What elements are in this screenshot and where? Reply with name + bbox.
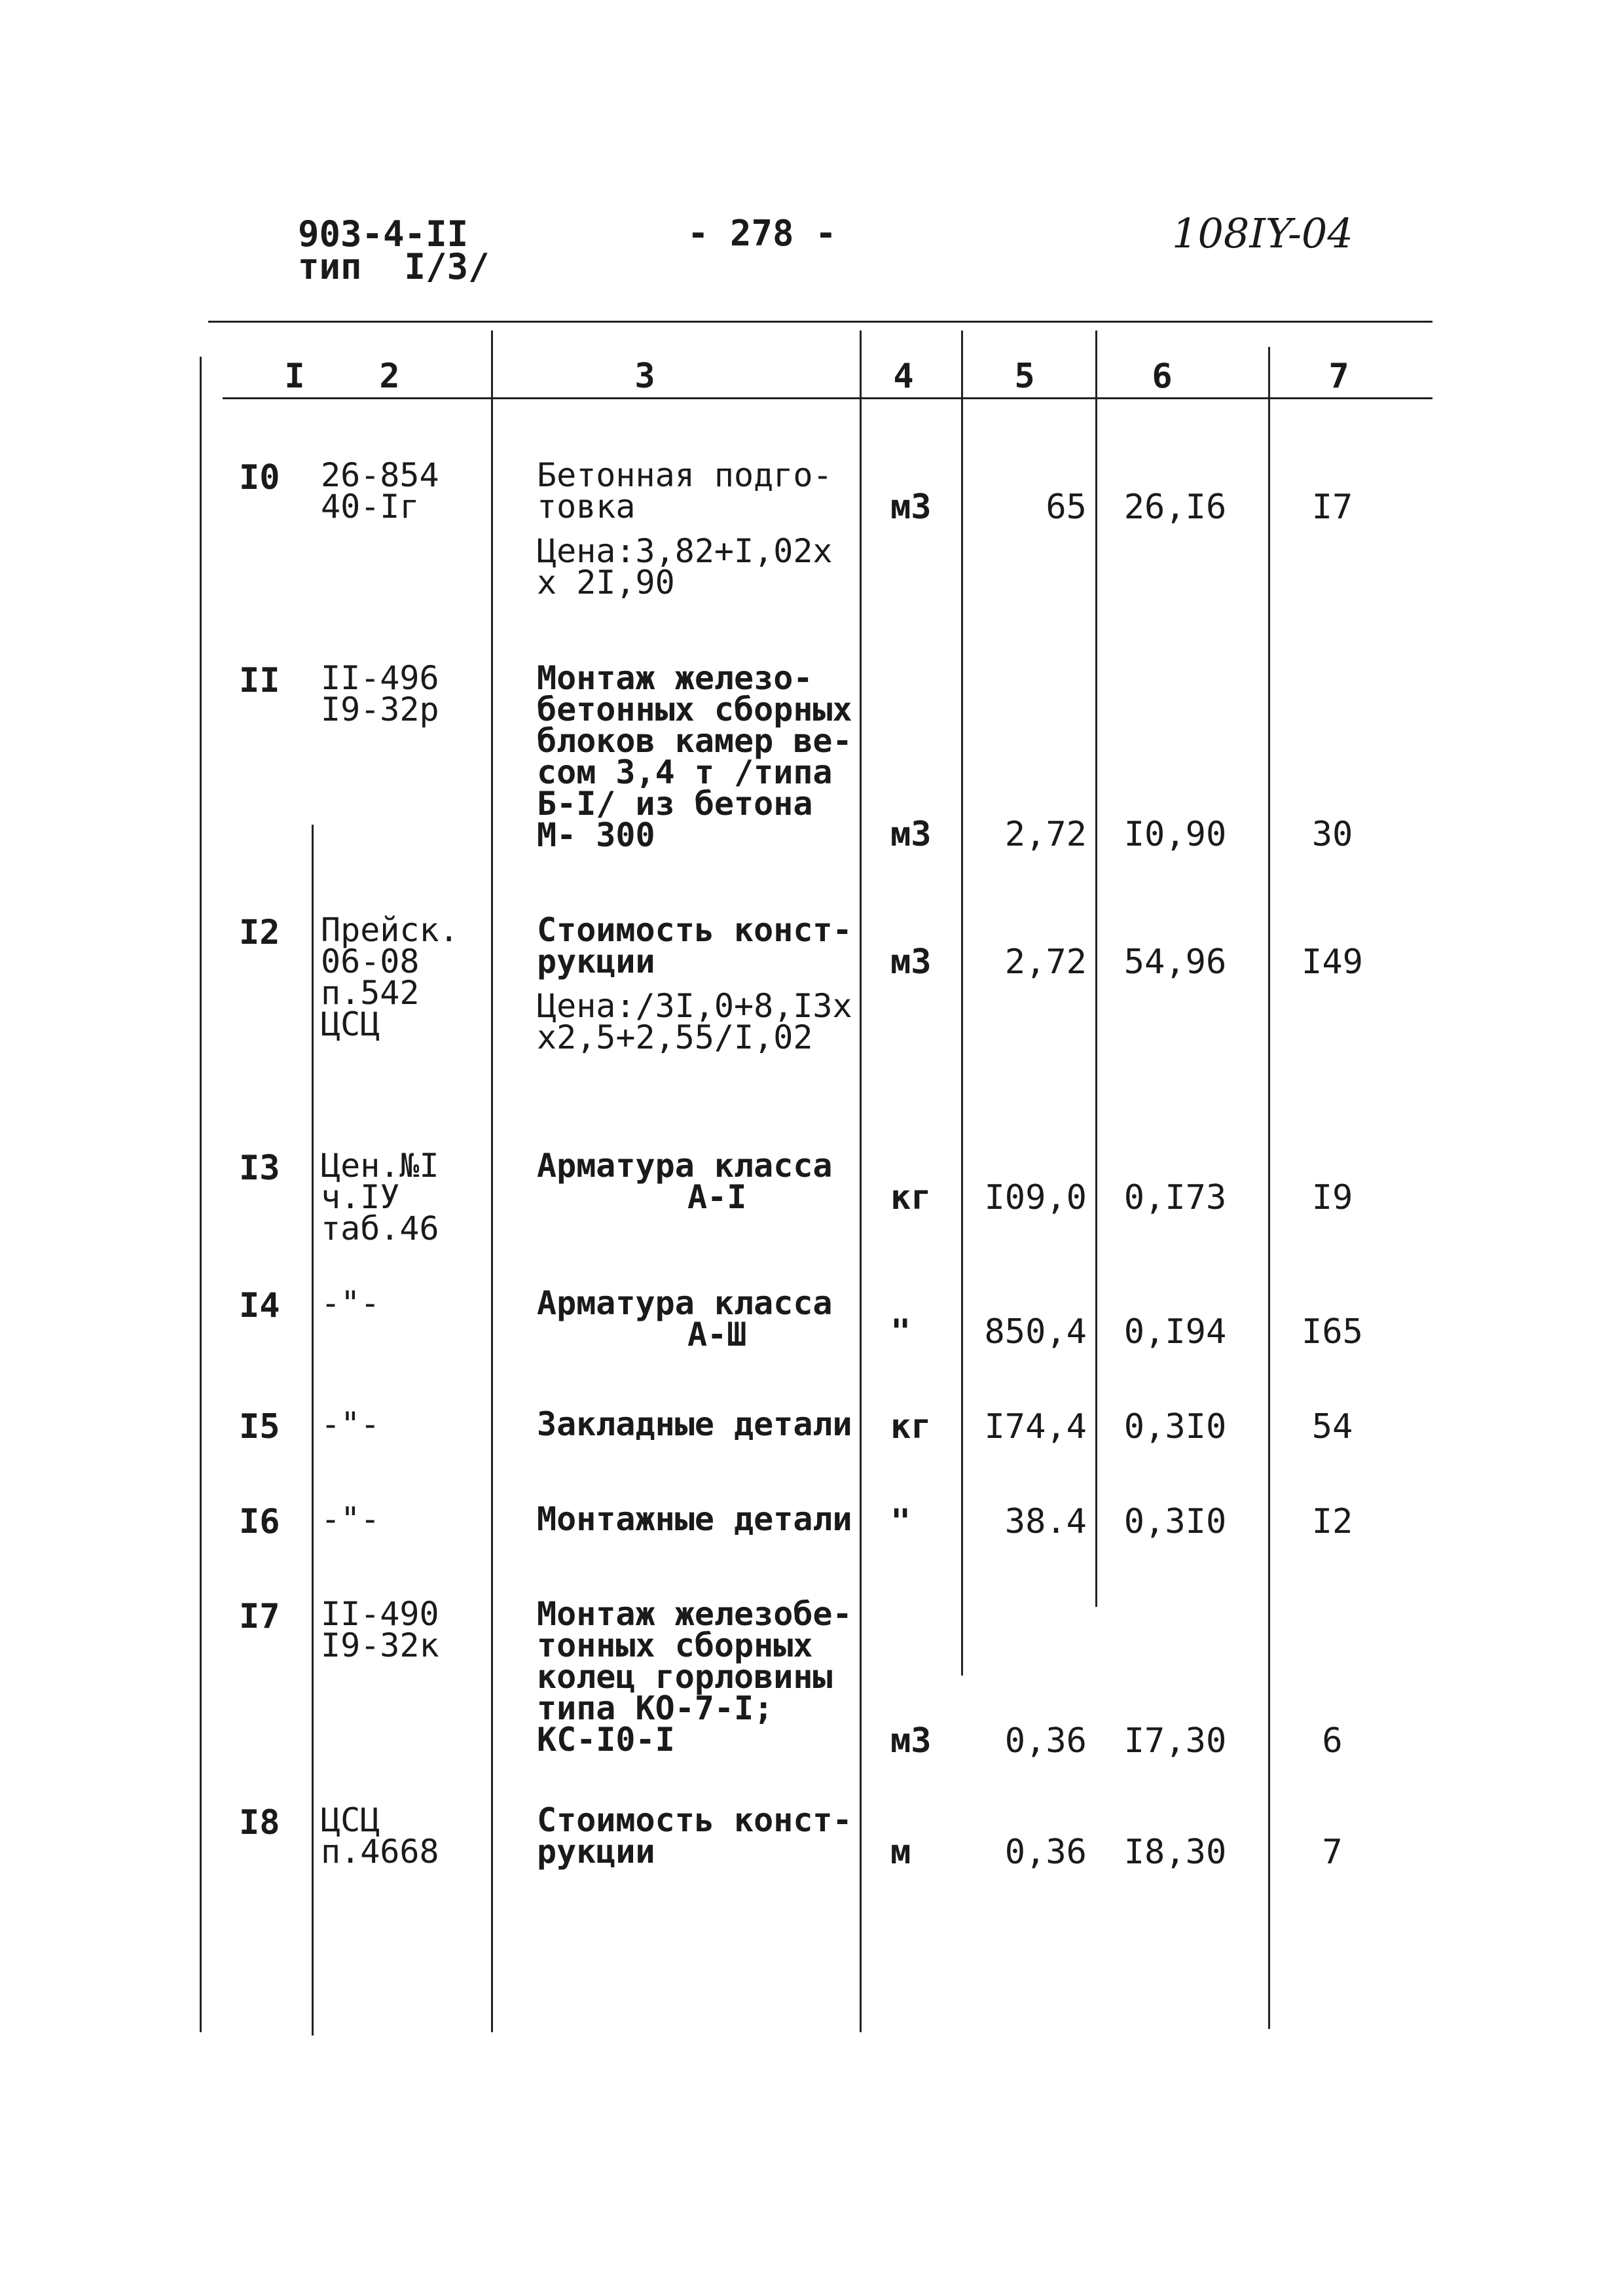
row-total: 6 (1322, 1721, 1343, 1761)
row-description: Монтаж железо- (537, 659, 813, 697)
row-reference: 06-08 (321, 942, 420, 980)
row-number: I6 (239, 1502, 280, 1541)
page-number: - 278 - (687, 213, 837, 254)
row-description: Монтажные детали (537, 1500, 852, 1538)
row-unit: кг (890, 1407, 932, 1446)
row-description: A-Ш (687, 1316, 747, 1354)
row-description: бетонных сборных (537, 691, 852, 728)
row-reference: II-490 (321, 1595, 439, 1633)
row-description: Стоимость конст- (537, 911, 852, 949)
col-header-7: 7 (1328, 357, 1349, 396)
row-quantity: 850,4 (984, 1312, 1087, 1352)
row-reference: ЦСЦ (321, 1005, 380, 1043)
row-number: I2 (239, 913, 280, 952)
row-unit-price: I7,30 (1123, 1721, 1227, 1761)
row-description: Б-I/ из бетона (537, 785, 813, 823)
row-reference: -"- (321, 1500, 380, 1538)
doc-type: тип I/3/ (298, 246, 490, 287)
sep-col6-col7 (1268, 347, 1270, 2029)
row-number: II (239, 661, 280, 700)
col-header-3: 3 (634, 357, 655, 396)
row-total: I49 (1302, 942, 1363, 982)
row-reference: 40-Iг (321, 488, 420, 526)
row-description: Монтаж железобе- (537, 1595, 852, 1633)
row-description: рукции (537, 942, 655, 980)
row-price-note: х 2I,90 (537, 564, 675, 601)
sep-col2-col3 (491, 331, 493, 2032)
sep-col1-col2 (312, 825, 314, 2036)
row-total: I2 (1311, 1502, 1353, 1541)
row-reference: I9-32р (321, 691, 439, 728)
row-unit-price: 0,I94 (1123, 1312, 1227, 1352)
sep-col3-col4 (860, 331, 862, 2032)
row-unit: м (890, 1833, 911, 1872)
sep-col5-col6 (1095, 331, 1097, 1607)
row-description: типа КО-7-I; (537, 1689, 774, 1727)
row-number: I0 (239, 458, 280, 497)
row-description: сом 3,4 т /типа (537, 753, 833, 791)
row-quantity: 65 (1046, 488, 1087, 527)
row-reference: таб.46 (321, 1210, 439, 1247)
row-description: Бетонная подго- (537, 456, 833, 494)
archive-number: 108IY-04 (1172, 209, 1353, 257)
row-total: 30 (1311, 815, 1353, 854)
col-header-4: 4 (893, 357, 914, 396)
row-reference: п.542 (321, 974, 420, 1012)
row-number: I7 (239, 1597, 280, 1636)
row-total: I9 (1311, 1178, 1353, 1217)
row-reference: I9-32к (321, 1626, 439, 1664)
row-reference: Цен.№I (321, 1147, 439, 1185)
row-unit-price: I8,30 (1123, 1833, 1227, 1872)
row-quantity: 38.4 (1004, 1502, 1087, 1541)
row-total: I7 (1311, 488, 1353, 527)
row-total: 54 (1311, 1407, 1353, 1446)
row-quantity: I74,4 (984, 1407, 1087, 1446)
row-reference: -"- (321, 1284, 380, 1322)
row-description: блоков камер ве- (537, 722, 852, 760)
col-header-2: 2 (379, 357, 400, 396)
row-price-note: Цена:3,82+I,02х (537, 532, 833, 570)
row-unit: м3 (890, 488, 932, 527)
row-quantity: 0,36 (1004, 1721, 1087, 1761)
row-unit-price: I0,90 (1123, 815, 1227, 854)
row-unit: кг (890, 1178, 932, 1217)
row-unit-price: 26,I6 (1123, 488, 1227, 527)
row-unit-price: 54,96 (1123, 942, 1227, 982)
sep-col4-col5 (961, 331, 963, 1676)
row-number: I4 (239, 1286, 280, 1325)
row-reference: 26-854 (321, 456, 439, 494)
row-reference: Прейск. (321, 911, 459, 949)
row-reference: ч.IУ (321, 1178, 400, 1216)
doc-code: 903-4-II (298, 213, 469, 255)
row-unit-price: 0,3I0 (1123, 1407, 1227, 1446)
row-number: I3 (239, 1149, 280, 1188)
row-total: I65 (1302, 1312, 1363, 1352)
border-left (200, 357, 202, 2032)
row-description: товка (537, 488, 636, 526)
row-description: Стоимость конст- (537, 1801, 852, 1839)
row-reference: -"- (321, 1405, 380, 1443)
row-description: М- 300 (537, 816, 655, 854)
row-quantity: I09,0 (984, 1178, 1087, 1217)
row-quantity: 2,72 (1004, 942, 1087, 982)
row-description: рукции (537, 1833, 655, 1871)
row-price-note: Цена:/3I,0+8,I3х (537, 987, 852, 1025)
row-total: 7 (1322, 1833, 1343, 1872)
top-rule (208, 321, 1432, 323)
row-description: Арматура класса (537, 1147, 833, 1185)
row-description: Закладные детали (537, 1405, 852, 1443)
row-reference: II-496 (321, 659, 439, 697)
row-unit-price: 0,I73 (1123, 1178, 1227, 1217)
row-unit: м3 (890, 942, 932, 982)
row-quantity: 2,72 (1004, 815, 1087, 854)
col-header-1: I (284, 357, 305, 396)
col-header-6: 6 (1152, 357, 1173, 396)
row-reference: ЦСЦ (321, 1801, 380, 1839)
row-price-note: х2,5+2,55/I,02 (537, 1018, 813, 1056)
row-unit: " (890, 1502, 911, 1541)
row-unit: м3 (890, 1721, 932, 1761)
col-header-5: 5 (1014, 357, 1035, 396)
row-description: A-I (687, 1178, 747, 1216)
row-reference: п.4668 (321, 1833, 439, 1871)
row-description: колец горловины (537, 1658, 833, 1696)
row-number: I5 (239, 1407, 280, 1446)
row-number: I8 (239, 1803, 280, 1842)
row-unit: " (890, 1312, 911, 1352)
row-unit-price: 0,3I0 (1123, 1502, 1227, 1541)
row-quantity: 0,36 (1004, 1833, 1087, 1872)
row-description: Арматура класса (537, 1284, 833, 1322)
row-description: КС-I0-I (537, 1721, 675, 1759)
row-unit: м3 (890, 815, 932, 854)
row-description: тонных сборных (537, 1626, 813, 1664)
header-rule (223, 397, 1432, 399)
